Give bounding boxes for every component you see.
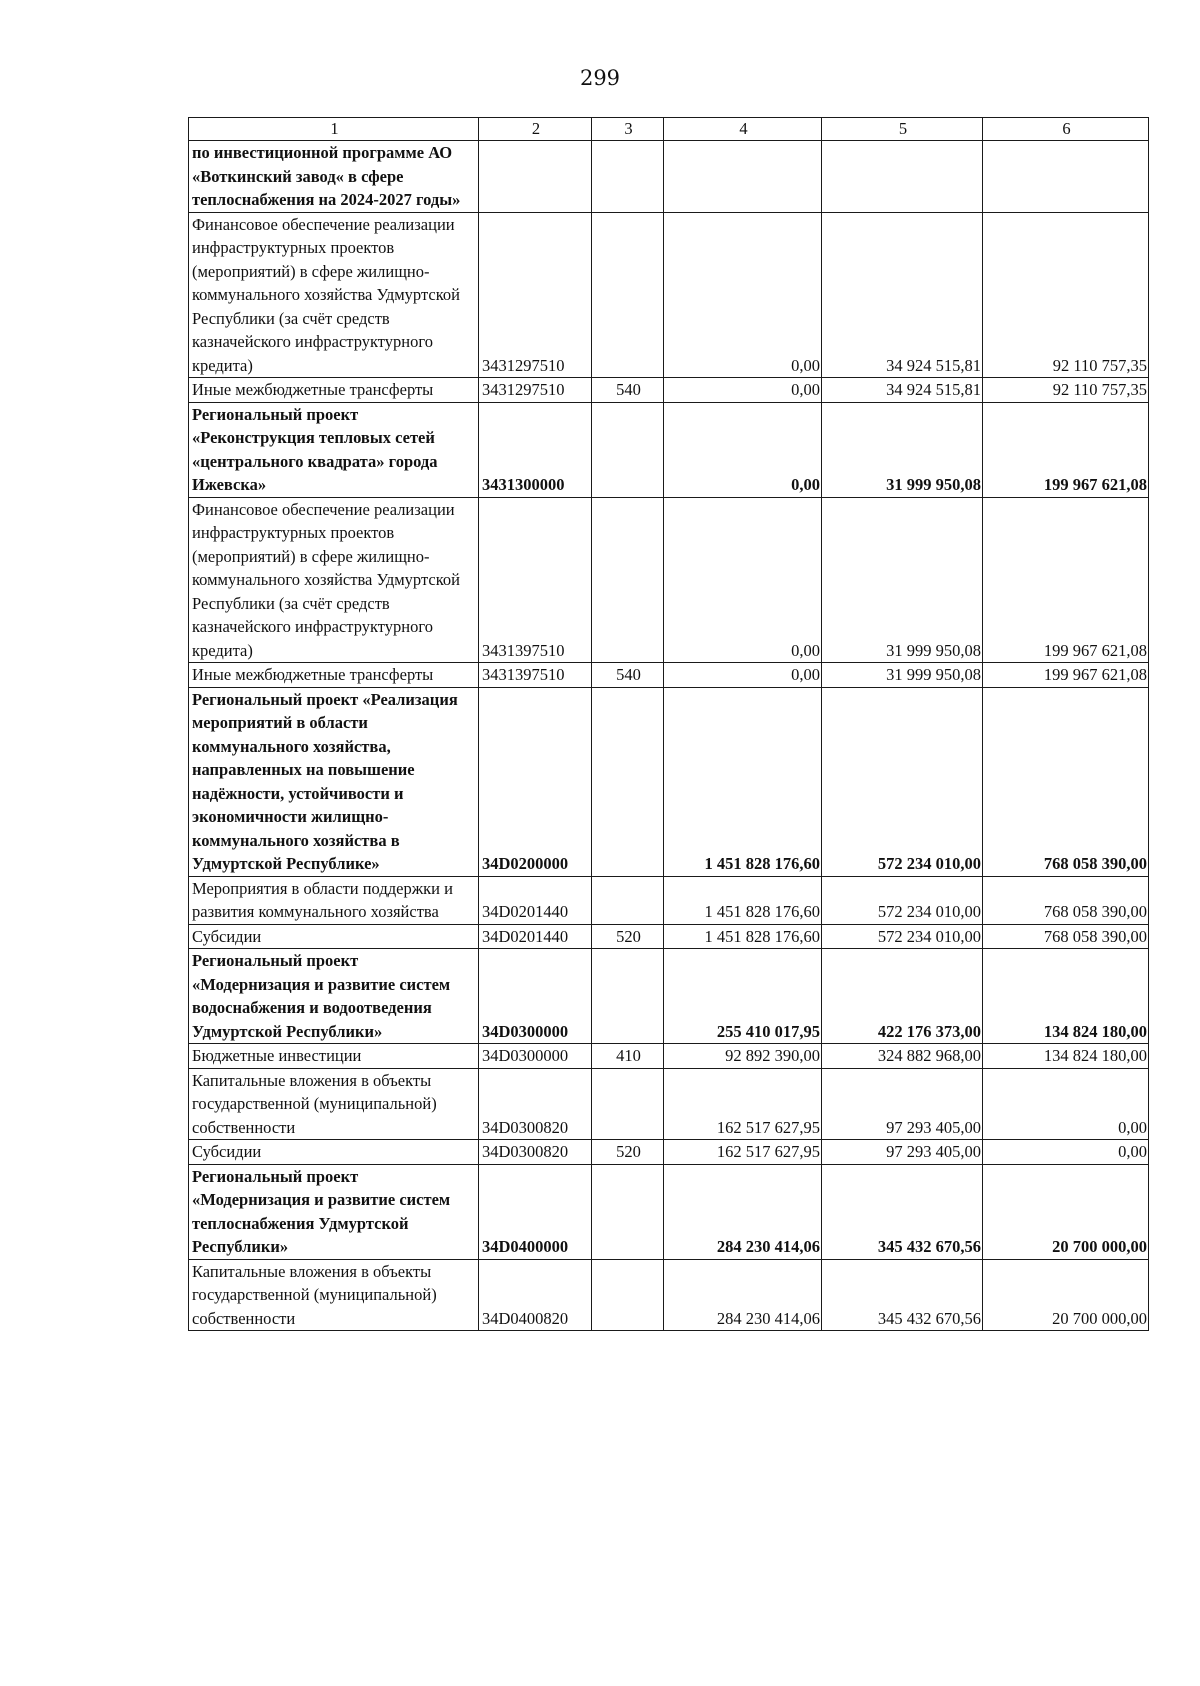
table-row	[189, 1044, 1149, 1069]
column-header-6: 6	[983, 118, 1149, 141]
row-amount-col5: 97 293 405,00	[822, 1068, 983, 1140]
row-code	[479, 141, 592, 213]
table-body	[189, 141, 1149, 1331]
row-expense-type	[592, 1259, 664, 1331]
row-expense-type	[592, 687, 664, 876]
row-code: 34D0300820	[479, 1068, 592, 1140]
row-amount-col6: 768 058 390,00	[983, 687, 1149, 876]
row-amount-col6: 20 700 000,00	[983, 1164, 1149, 1259]
row-amount-col5: 572 234 010,00	[822, 924, 983, 949]
row-code: 34D0400820	[479, 1259, 592, 1331]
row-amount-col4: 1 451 828 176,60	[664, 876, 822, 924]
row-amount-col6: 92 110 757,35	[983, 212, 1149, 378]
row-expense-type: 520	[592, 924, 664, 949]
row-amount-col6: 768 058 390,00	[983, 924, 1149, 949]
row-amount-col4: 92 892 390,00	[664, 1044, 822, 1069]
row-code: 34D0200000	[479, 687, 592, 876]
row-amount-col5: 97 293 405,00	[822, 1140, 983, 1165]
row-code: 3431300000	[479, 402, 592, 497]
row-name: Региональный проект «Реконструкция тепловых сетей «центрального квадрата» города Ижевска»	[189, 402, 479, 497]
row-amount-col5: 572 234 010,00	[822, 876, 983, 924]
column-header-2: 2	[479, 118, 592, 141]
budget-table	[188, 117, 1149, 1331]
row-code: 34D0300000	[479, 949, 592, 1044]
row-expense-type	[592, 876, 664, 924]
row-amount-col4: 284 230 414,06	[664, 1164, 822, 1259]
row-expense-type	[592, 949, 664, 1044]
table-row	[189, 497, 1149, 663]
row-name: по инвестиционной программе АО «Воткинский завод« в сфере теплоснабжения на 2024-2027 годы»	[189, 141, 479, 213]
row-amount-col4: 1 451 828 176,60	[664, 687, 822, 876]
row-name: Иные межбюджетные трансферты	[189, 663, 479, 688]
column-header-5: 5	[822, 118, 983, 141]
row-name: Субсидии	[189, 924, 479, 949]
row-expense-type: 540	[592, 378, 664, 403]
row-name: Бюджетные инвестиции	[189, 1044, 479, 1069]
row-expense-type	[592, 402, 664, 497]
table-row	[189, 402, 1149, 497]
row-amount-col4: 255 410 017,95	[664, 949, 822, 1044]
row-code: 34D0400000	[479, 1164, 592, 1259]
row-amount-col6: 768 058 390,00	[983, 876, 1149, 924]
row-name: Мероприятия в области поддержки и развития коммунального хозяйства	[189, 876, 479, 924]
row-amount-col6: 0,00	[983, 1140, 1149, 1165]
row-amount-col4: 0,00	[664, 378, 822, 403]
row-name: Капитальные вложения в объекты государственной (муниципальной) собственности	[189, 1068, 479, 1140]
row-amount-col5: 31 999 950,08	[822, 663, 983, 688]
row-name: Субсидии	[189, 1140, 479, 1165]
table-row	[189, 1140, 1149, 1165]
row-amount-col4	[664, 141, 822, 213]
row-code: 34D0300000	[479, 1044, 592, 1069]
table-row	[189, 663, 1149, 688]
row-expense-type: 520	[592, 1140, 664, 1165]
row-amount-col5: 422 176 373,00	[822, 949, 983, 1044]
row-name: Иные межбюджетные трансферты	[189, 378, 479, 403]
row-code: 34D0300820	[479, 1140, 592, 1165]
row-amount-col6: 199 967 621,08	[983, 663, 1149, 688]
row-amount-col4: 162 517 627,95	[664, 1140, 822, 1165]
row-code: 3431297510	[479, 378, 592, 403]
row-amount-col6: 92 110 757,35	[983, 378, 1149, 403]
row-expense-type	[592, 497, 664, 663]
row-amount-col5: 31 999 950,08	[822, 402, 983, 497]
column-header-4: 4	[664, 118, 822, 141]
row-amount-col5: 572 234 010,00	[822, 687, 983, 876]
row-amount-col5: 345 432 670,56	[822, 1259, 983, 1331]
column-number-row	[189, 118, 1149, 141]
row-amount-col5: 345 432 670,56	[822, 1164, 983, 1259]
row-amount-col4: 0,00	[664, 402, 822, 497]
table-row	[189, 378, 1149, 403]
table-row	[189, 876, 1149, 924]
page-number: 299	[579, 66, 621, 90]
row-amount-col4: 0,00	[664, 497, 822, 663]
row-amount-col4: 284 230 414,06	[664, 1259, 822, 1331]
row-amount-col6	[983, 141, 1149, 213]
row-amount-col5	[822, 141, 983, 213]
column-header-3: 3	[592, 118, 664, 141]
row-amount-col6: 20 700 000,00	[983, 1259, 1149, 1331]
row-amount-col6: 0,00	[983, 1068, 1149, 1140]
table-row	[189, 924, 1149, 949]
row-expense-type: 410	[592, 1044, 664, 1069]
row-name: Капитальные вложения в объекты государственной (муниципальной) собственности	[189, 1259, 479, 1331]
row-expense-type	[592, 1164, 664, 1259]
table-row	[189, 212, 1149, 378]
row-amount-col6: 199 967 621,08	[983, 497, 1149, 663]
table-row	[189, 1259, 1149, 1331]
row-amount-col6: 199 967 621,08	[983, 402, 1149, 497]
row-amount-col5: 34 924 515,81	[822, 378, 983, 403]
row-amount-col5: 34 924 515,81	[822, 212, 983, 378]
column-header-1: 1	[189, 118, 479, 141]
row-name: Финансовое обеспечение реализации инфраструктурных проектов (мероприятий) в сфере жилищно-коммунального хозяйства Удмуртской Республики (за счёт средств казначейского инфраструктурного кредита)	[189, 497, 479, 663]
row-expense-type: 540	[592, 663, 664, 688]
row-amount-col5: 31 999 950,08	[822, 497, 983, 663]
row-name: Финансовое обеспечение реализации инфраструктурных проектов (мероприятий) в сфере жилищно-коммунального хозяйства Удмуртской Республики (за счёт средств казначейского инфраструктурного кредита)	[189, 212, 479, 378]
row-name: Региональный проект «Модернизация и развитие систем теплоснабжения Удмуртской Республики»	[189, 1164, 479, 1259]
row-amount-col4: 162 517 627,95	[664, 1068, 822, 1140]
row-expense-type	[592, 141, 664, 213]
row-code: 34D0201440	[479, 924, 592, 949]
row-name: Региональный проект «Реализация мероприятий в области коммунального хозяйства, направленных на повышение надёжности, устойчивости и экономичности жилищно-коммунального хозяйства в Удмуртской Республике»	[189, 687, 479, 876]
row-amount-col4: 1 451 828 176,60	[664, 924, 822, 949]
row-expense-type	[592, 212, 664, 378]
row-amount-col6: 134 824 180,00	[983, 1044, 1149, 1069]
row-code: 3431397510	[479, 497, 592, 663]
row-code: 34D0201440	[479, 876, 592, 924]
row-expense-type	[592, 1068, 664, 1140]
table-row	[189, 1068, 1149, 1140]
table-row	[189, 949, 1149, 1044]
row-code: 3431397510	[479, 663, 592, 688]
row-amount-col4: 0,00	[664, 212, 822, 378]
row-name: Региональный проект «Модернизация и развитие систем водоснабжения и водоотведения Удмуртской Республики»	[189, 949, 479, 1044]
row-code: 3431297510	[479, 212, 592, 378]
row-amount-col6: 134 824 180,00	[983, 949, 1149, 1044]
row-amount-col5: 324 882 968,00	[822, 1044, 983, 1069]
table-row	[189, 141, 1149, 213]
row-amount-col4: 0,00	[664, 663, 822, 688]
table-row	[189, 687, 1149, 876]
table-row	[189, 1164, 1149, 1259]
